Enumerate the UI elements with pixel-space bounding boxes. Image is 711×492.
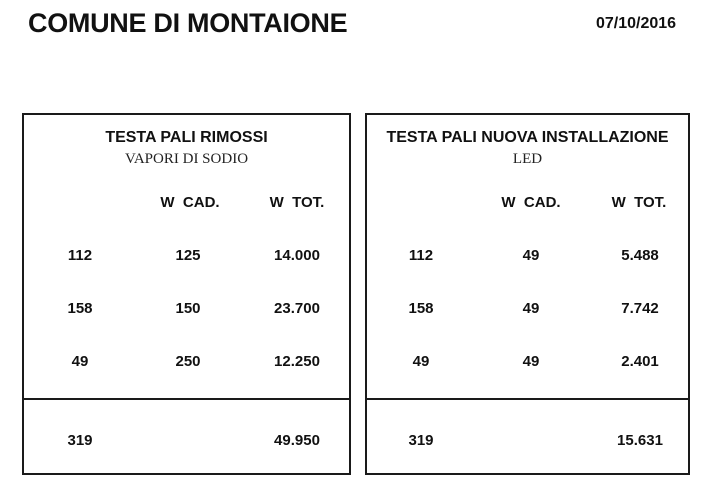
row-w-cad: 49 — [522, 353, 540, 370]
row-w-tot: 2.401 — [621, 353, 659, 370]
page-title: COMUNE DI MONTAIONE — [28, 8, 348, 38]
row-qty: 158 — [67, 300, 93, 317]
column-header-w-cad: W CAD. — [501, 194, 561, 211]
column-header-w-cad: W CAD. — [160, 194, 220, 211]
panel-title: TESTA PALI RIMOSSI — [105, 129, 268, 146]
row-w-tot: 7.742 — [621, 300, 659, 317]
row-w-cad: 49 — [522, 247, 540, 264]
row-qty: 158 — [408, 300, 434, 317]
row-w-cad: 250 — [175, 353, 201, 370]
row-w-cad: 125 — [175, 247, 201, 264]
row-qty: 49 — [71, 353, 89, 370]
total-w-tot: 49.950 — [274, 432, 320, 449]
column-header-w-tot: W TOT. — [611, 194, 667, 211]
row-w-tot: 14.000 — [274, 247, 320, 264]
row-w-tot: 12.250 — [274, 353, 320, 370]
total-qty: 319 — [67, 432, 93, 449]
row-w-tot: 23.700 — [274, 300, 320, 317]
document-date: 07/10/2016 — [596, 15, 677, 32]
removed-poles-panel — [22, 113, 351, 475]
row-qty: 49 — [412, 353, 430, 370]
panel-subtitle: VAPORI DI SODIO — [124, 151, 249, 167]
row-w-cad: 150 — [175, 300, 201, 317]
row-w-tot: 5.488 — [621, 247, 659, 264]
total-divider — [365, 398, 690, 400]
total-divider — [22, 398, 351, 400]
panel-subtitle: LED — [512, 151, 543, 167]
total-w-tot: 15.631 — [617, 432, 663, 449]
row-qty: 112 — [408, 247, 434, 264]
row-w-cad: 49 — [522, 300, 540, 317]
panel-title: TESTA PALI NUOVA INSTALLAZIONE — [386, 129, 669, 146]
new-installation-panel — [365, 113, 690, 475]
total-qty: 319 — [408, 432, 434, 449]
column-header-w-tot: W TOT. — [269, 194, 325, 211]
row-qty: 112 — [67, 247, 93, 264]
